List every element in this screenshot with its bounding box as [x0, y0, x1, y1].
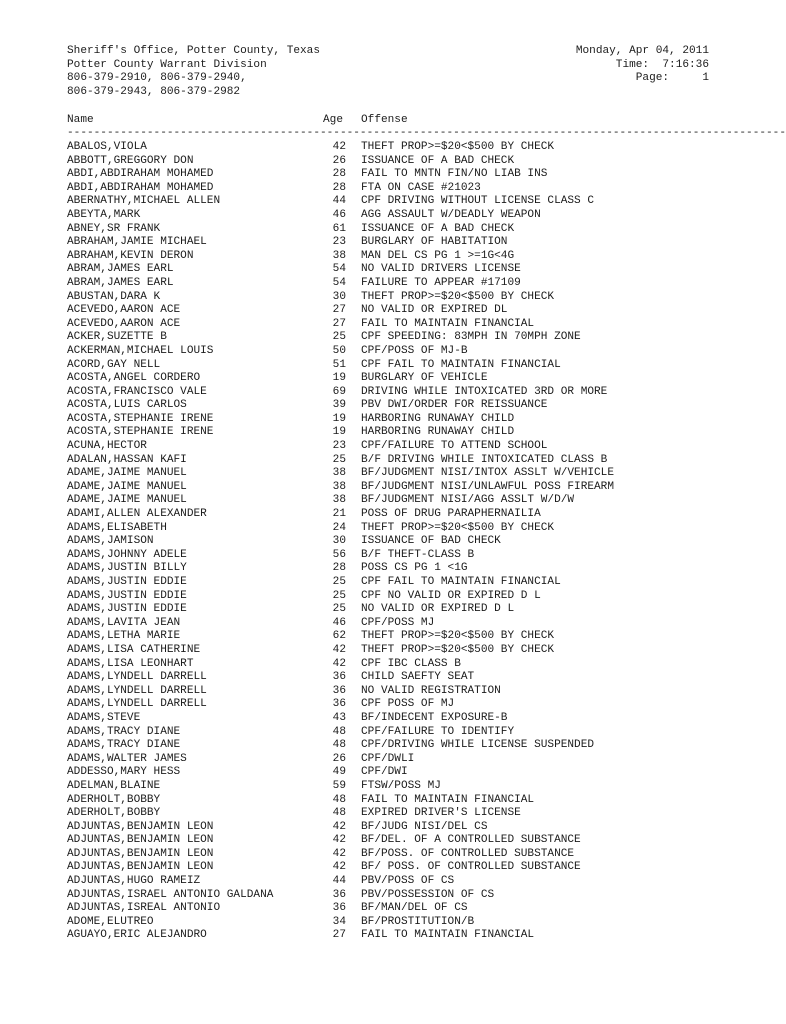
row-name: ADAMS,WALTER JAMES — [67, 752, 187, 765]
row-offense: THEFT PROP>=$20<$500 BY CHECK — [361, 141, 555, 153]
row-name: ACOSTA,ANGEL CORDERO — [67, 372, 201, 385]
table-row — [0, 454, 768, 468]
column-header-age: Age — [323, 114, 343, 126]
row-age: 56 — [332, 548, 346, 561]
row-name: ADAMI,ALLEN ALEXANDER — [67, 508, 207, 521]
row-offense: AGG ASSAULT W/DEADLY WEAPON — [361, 208, 541, 221]
row-age: 42 — [332, 141, 346, 153]
table-row — [0, 277, 768, 291]
table-row — [0, 250, 768, 264]
row-offense: B/F THEFT-CLASS B — [361, 548, 475, 561]
row-age: 27 — [332, 929, 346, 942]
row-offense: FAIL TO MAINTAIN FINANCIAL — [361, 793, 535, 806]
table-row — [0, 644, 768, 658]
row-offense: NO VALID OR EXPIRED DL — [361, 304, 508, 317]
row-name: ACOSTA,LUIS CARLOS — [67, 399, 187, 412]
row-age: 38 — [332, 467, 346, 480]
row-offense: NO VALID DRIVERS LICENSE — [361, 263, 521, 276]
row-age: 27 — [332, 317, 346, 330]
row-offense: BF/JUDGMENT NISI/INTOX ASSLT W/VEHICLE — [361, 467, 614, 480]
phone-numbers-1: 806-379-2910, 806-379-2940, — [67, 72, 247, 85]
row-age: 48 — [332, 725, 346, 738]
table-row — [0, 875, 768, 889]
table-row — [0, 726, 768, 740]
row-age: 46 — [332, 208, 346, 221]
row-offense: BF/POSS. OF CONTROLLED SUBSTANCE — [361, 847, 575, 860]
row-offense: CPF/FAILURE TO ATTEND SCHOOL — [361, 440, 548, 453]
row-offense: THEFT PROP>=$20<$500 BY CHECK — [361, 521, 555, 534]
row-name: ACORD,GAY NELL — [67, 358, 161, 371]
row-name: ADAMS,LYNDELL DARRELL — [67, 684, 207, 697]
row-offense: BF/INDECENT EXPOSURE-B — [361, 711, 508, 724]
row-age: 38 — [332, 480, 346, 493]
table-row — [0, 195, 768, 209]
row-name: ABALOS,VIOLA — [67, 141, 147, 153]
row-age: 44 — [332, 875, 346, 888]
row-name: ACOSTA,FRANCISCO VALE — [67, 385, 207, 398]
row-age: 28 — [332, 562, 346, 575]
row-age: 42 — [332, 657, 346, 670]
row-offense: CPF/POSS MJ — [361, 616, 435, 629]
row-age: 19 — [332, 412, 346, 425]
row-age: 34 — [332, 915, 346, 928]
row-age: 36 — [332, 902, 346, 915]
row-offense: FAIL TO MAINTAIN FINANCIAL — [361, 317, 535, 330]
row-offense: BF/JUDG NISI/DEL CS — [361, 820, 488, 833]
row-offense: HARBORING RUNAWAY CHILD — [361, 412, 515, 425]
division-name: Potter County Warrant Division — [67, 58, 267, 71]
table-row — [0, 834, 768, 848]
row-offense: CPF/DWI — [361, 766, 408, 779]
table-row — [0, 508, 768, 522]
report-header-meta — [576, 45, 709, 86]
table-row — [0, 794, 768, 808]
table-row — [0, 155, 768, 169]
row-name: ADDESSO,MARY HESS — [67, 766, 181, 779]
row-name: ADAME,JAIME MANUEL — [67, 480, 187, 493]
row-age: 27 — [332, 304, 346, 317]
report-date: Monday, Apr 04, 2011 — [575, 45, 709, 57]
row-offense: FTA ON CASE #21023 — [361, 181, 481, 194]
row-offense: NO VALID REGISTRATION — [361, 684, 501, 697]
row-name: ADAMS,LYNDELL DARRELL — [67, 698, 207, 711]
row-name: ADAMS,LISA CATHERINE — [67, 643, 201, 656]
table-row — [0, 331, 768, 345]
row-name: ADAMS,JOHNNY ADELE — [67, 548, 187, 561]
table-row — [0, 522, 768, 536]
row-name: ADAMS,JUSTIN BILLY — [67, 562, 187, 575]
table-row — [0, 671, 768, 685]
row-name: ADAME,JAIME MANUEL — [67, 467, 187, 480]
table-row — [0, 182, 768, 196]
row-offense: PBV DWI/ORDER FOR REISSUANCE — [361, 399, 548, 412]
row-offense: BF/MAN/DEL OF CS — [361, 902, 468, 915]
table-row — [0, 617, 768, 631]
row-name: ADAMS,LYNDELL DARRELL — [67, 671, 207, 684]
row-name: ADJUNTAS,BENJAMIN LEON — [67, 861, 214, 874]
row-age: 50 — [332, 344, 346, 357]
row-name: ACKERMAN,MICHAEL LOUIS — [67, 344, 214, 357]
row-age: 62 — [332, 630, 346, 643]
row-name: ABNEY,SR FRANK — [67, 222, 161, 235]
table-row — [0, 413, 768, 427]
row-age: 30 — [332, 535, 346, 548]
report-header-agency — [67, 45, 320, 99]
row-offense: ISSUANCE OF BAD CHECK — [361, 535, 501, 548]
page-number: Page: 1 — [635, 72, 709, 85]
column-headers — [0, 114, 768, 128]
row-name: ADOME,ELUTREO — [67, 915, 154, 928]
row-offense: CPF/DWLI — [361, 752, 415, 765]
row-offense: ISSUANCE OF A BAD CHECK — [361, 154, 515, 167]
table-row — [0, 753, 768, 767]
table-row — [0, 902, 768, 916]
row-name: ADAMS,ELISABETH — [67, 521, 167, 534]
row-name: ABDI,ABDIRAHAM MOHAMED — [67, 181, 214, 194]
header-divider: ------------------------------------------------------------------------------------------------------------ — [67, 127, 786, 139]
row-offense: FTSW/POSS MJ — [361, 779, 441, 792]
row-offense: FAILURE TO APPEAR #17109 — [361, 276, 521, 289]
table-row — [0, 685, 768, 699]
row-age: 38 — [332, 494, 346, 507]
table-row — [0, 712, 768, 726]
row-age: 42 — [332, 861, 346, 874]
table-row — [0, 318, 768, 332]
row-age: 26 — [332, 154, 346, 167]
row-age: 69 — [332, 385, 346, 398]
row-offense: CHILD SAEFTY SEAT — [361, 671, 475, 684]
table-row — [0, 549, 768, 563]
row-age: 25 — [332, 453, 346, 466]
table-row — [0, 590, 768, 604]
table-row — [0, 494, 768, 508]
row-name: ABERNATHY,MICHAEL ALLEN — [67, 195, 221, 208]
row-age: 48 — [332, 793, 346, 806]
row-age: 23 — [332, 440, 346, 453]
table-row — [0, 576, 768, 590]
row-offense: BURGLARY OF HABITATION — [361, 236, 508, 249]
row-offense: THEFT PROP>=$20<$500 BY CHECK — [361, 643, 555, 656]
row-age: 38 — [332, 249, 346, 262]
row-age: 26 — [332, 752, 346, 765]
table-row — [0, 603, 768, 617]
table-row — [0, 562, 768, 576]
column-header-name: Name — [67, 114, 94, 126]
row-name: ADJUNTAS,BENJAMIN LEON — [67, 834, 214, 847]
row-offense: B/F DRIVING WHILE INTOXICATED CLASS B — [361, 453, 608, 466]
row-offense: CPF/FAILURE TO IDENTIFY — [361, 725, 515, 738]
row-age: 28 — [332, 168, 346, 181]
row-offense: CPF POSS OF MJ — [361, 698, 455, 711]
row-offense: CPF NO VALID OR EXPIRED D L — [361, 589, 541, 602]
row-name: ADJUNTAS,ISRAEL ANTONIO GALDANA — [67, 888, 274, 901]
row-offense: BF/JUDGMENT NISI/AGG ASSLT W/D/W — [361, 494, 575, 507]
table-row — [0, 426, 768, 440]
phone-numbers-2: 806-379-2943, 806-379-2982 — [67, 85, 241, 98]
row-name: ADAMS,STEVE — [67, 711, 141, 724]
row-offense: CPF FAIL TO MAINTAIN FINANCIAL — [361, 576, 561, 588]
row-name: ADAMS,LISA LEONHART — [67, 657, 194, 670]
table-row — [0, 467, 768, 481]
row-age: 46 — [332, 616, 346, 629]
report-time: Time: 7:16:36 — [615, 58, 709, 71]
row-name: ACKER,SUZETTE B — [67, 331, 167, 344]
row-age: 42 — [332, 820, 346, 833]
row-age: 39 — [332, 399, 346, 412]
row-offense: BF/DEL. OF A CONTROLLED SUBSTANCE — [361, 834, 581, 847]
table-row — [0, 399, 768, 413]
row-offense: CPF IBC CLASS B — [361, 657, 461, 670]
row-offense: THEFT PROP>=$20<$500 BY CHECK — [361, 630, 555, 643]
row-offense: NO VALID OR EXPIRED D L — [361, 603, 515, 616]
row-name: ADJUNTAS,BENJAMIN LEON — [67, 847, 214, 860]
agency-name: Sheriff's Office, Potter County, Texas — [67, 45, 320, 57]
table-row — [0, 630, 768, 644]
row-offense: PBV/POSSESSION OF CS — [361, 888, 495, 901]
row-offense: POSS OF DRUG PARAPHERNAILIA — [361, 508, 541, 521]
row-offense: BURGLARY OF VEHICLE — [361, 372, 488, 385]
row-offense: HARBORING RUNAWAY CHILD — [361, 426, 515, 439]
row-name: ACOSTA,STEPHANIE IRENE — [67, 426, 214, 439]
row-age: 36 — [332, 888, 346, 901]
row-name: ADAMS,JUSTIN EDDIE — [67, 576, 187, 588]
row-offense: CPF SPEEDING: 83MPH IN 70MPH ZONE — [361, 331, 581, 344]
row-age: 28 — [332, 181, 346, 194]
table-row — [0, 658, 768, 672]
table-row — [0, 481, 768, 495]
row-offense: CPF DRIVING WITHOUT LICENSE CLASS C — [361, 195, 595, 208]
row-age: 54 — [332, 276, 346, 289]
table-row — [0, 916, 768, 930]
row-offense: POSS CS PG 1 <1G — [361, 562, 468, 575]
table-row — [0, 345, 768, 359]
table-row — [0, 821, 768, 835]
column-header-offense: Offense — [361, 114, 408, 126]
row-offense: BF/PROSTITUTION/B — [361, 915, 475, 928]
row-offense: CPF FAIL TO MAINTAIN FINANCIAL — [361, 358, 561, 371]
row-offense: EXPIRED DRIVER'S LICENSE — [361, 807, 521, 820]
row-offense: THEFT PROP>=$20<$500 BY CHECK — [361, 290, 555, 303]
row-offense: FAIL TO MAINTAIN FINANCIAL — [361, 929, 535, 942]
row-age: 25 — [332, 331, 346, 344]
row-age: 42 — [332, 643, 346, 656]
row-age: 48 — [332, 739, 346, 752]
row-name: ADJUNTAS,ISREAL ANTONIO — [67, 902, 221, 915]
table-row — [0, 861, 768, 875]
table-row — [0, 848, 768, 862]
row-age: 25 — [332, 603, 346, 616]
row-age: 42 — [332, 834, 346, 847]
table-row — [0, 766, 768, 780]
table-row — [0, 223, 768, 237]
row-name: ADAMS,JAMISON — [67, 535, 154, 548]
row-age: 19 — [332, 372, 346, 385]
row-offense: BF/ POSS. OF CONTROLLED SUBSTANCE — [361, 861, 581, 874]
table-row — [0, 440, 768, 454]
row-name: ADERHOLT,BOBBY — [67, 807, 161, 820]
row-name: ABUSTAN,DARA K — [67, 290, 161, 303]
row-name: ADJUNTAS,HUGO RAMEIZ — [67, 875, 201, 888]
row-age: 54 — [332, 263, 346, 276]
table-row — [0, 291, 768, 305]
row-age: 36 — [332, 671, 346, 684]
row-age: 44 — [332, 195, 346, 208]
row-age: 42 — [332, 847, 346, 860]
row-name: ABRAM,JAMES EARL — [67, 276, 174, 289]
row-offense: FAIL TO MNTN FIN/NO LIAB INS — [361, 168, 548, 181]
row-age: 24 — [332, 521, 346, 534]
row-offense: CPF/DRIVING WHILE LICENSE SUSPENDED — [361, 739, 595, 752]
row-name: ADAMS,TRACY DIANE — [67, 725, 181, 738]
row-age: 61 — [332, 222, 346, 235]
row-name: ACEVEDO,AARON ACE — [67, 304, 181, 317]
row-name: ABRAM,JAMES EARL — [67, 263, 174, 276]
row-age: 21 — [332, 508, 346, 521]
row-offense: CPF/POSS OF MJ-B — [361, 344, 468, 357]
row-name: ACOSTA,STEPHANIE IRENE — [67, 412, 214, 425]
table-row — [0, 359, 768, 373]
row-age: 43 — [332, 711, 346, 724]
row-name: ADERHOLT,BOBBY — [67, 793, 161, 806]
row-offense: ISSUANCE OF A BAD CHECK — [361, 222, 515, 235]
row-age: 59 — [332, 779, 346, 792]
row-name: ADAMS,TRACY DIANE — [67, 739, 181, 752]
row-age: 23 — [332, 236, 346, 249]
row-offense: MAN DEL CS PG 1 >=1G<4G — [361, 249, 515, 262]
table-row — [0, 698, 768, 712]
row-name: ABEYTA,MARK — [67, 208, 141, 221]
row-name: ADAMS,LETHA MARIE — [67, 630, 181, 643]
table-row — [0, 209, 768, 223]
table-row — [0, 168, 768, 182]
row-name: ABRAHAM,KEVIN DERON — [67, 249, 194, 262]
row-name: ADAME,JAIME MANUEL — [67, 494, 187, 507]
table-row — [0, 236, 768, 250]
row-offense: BF/JUDGMENT NISI/UNLAWFUL POSS FIREARM — [361, 480, 614, 493]
table-row — [0, 141, 768, 155]
row-age: 49 — [332, 766, 346, 779]
row-name: ABBOTT,GREGGORY DON — [67, 154, 194, 167]
row-name: AGUAYO,ERIC ALEJANDRO — [67, 929, 207, 942]
row-age: 30 — [332, 290, 346, 303]
row-age: 25 — [332, 589, 346, 602]
row-name: ADELMAN,BLAINE — [67, 779, 161, 792]
row-name: ADAMS,JUSTIN EDDIE — [67, 603, 187, 616]
row-age: 51 — [332, 358, 346, 371]
row-name: ADJUNTAS,BENJAMIN LEON — [67, 820, 214, 833]
row-offense: PBV/POSS OF CS — [361, 875, 455, 888]
row-name: ABDI,ABDIRAHAM MOHAMED — [67, 168, 214, 181]
table-row — [0, 739, 768, 753]
table-row — [0, 929, 768, 943]
table-row — [0, 807, 768, 821]
row-age: 48 — [332, 807, 346, 820]
row-age: 36 — [332, 698, 346, 711]
row-age: 25 — [332, 576, 346, 588]
row-offense: DRIVING WHILE INTOXICATED 3RD OR MORE — [361, 385, 608, 398]
row-name: ADAMS,LAVITA JEAN — [67, 616, 181, 629]
row-age: 19 — [332, 426, 346, 439]
row-name: ABRAHAM,JAMIE MICHAEL — [67, 236, 207, 249]
row-age: 36 — [332, 684, 346, 697]
table-row — [0, 372, 768, 386]
row-name: ACUNA,HECTOR — [67, 440, 147, 453]
table-row — [0, 386, 768, 400]
table-row — [0, 304, 768, 318]
table-row — [0, 889, 768, 903]
table-row — [0, 535, 768, 549]
table-row — [0, 263, 768, 277]
row-name: ADAMS,JUSTIN EDDIE — [67, 589, 187, 602]
row-name: ACEVEDO,AARON ACE — [67, 317, 181, 330]
warrant-list — [0, 141, 768, 943]
row-name: ADALAN,HASSAN KAFI — [67, 453, 187, 466]
table-row — [0, 780, 768, 794]
